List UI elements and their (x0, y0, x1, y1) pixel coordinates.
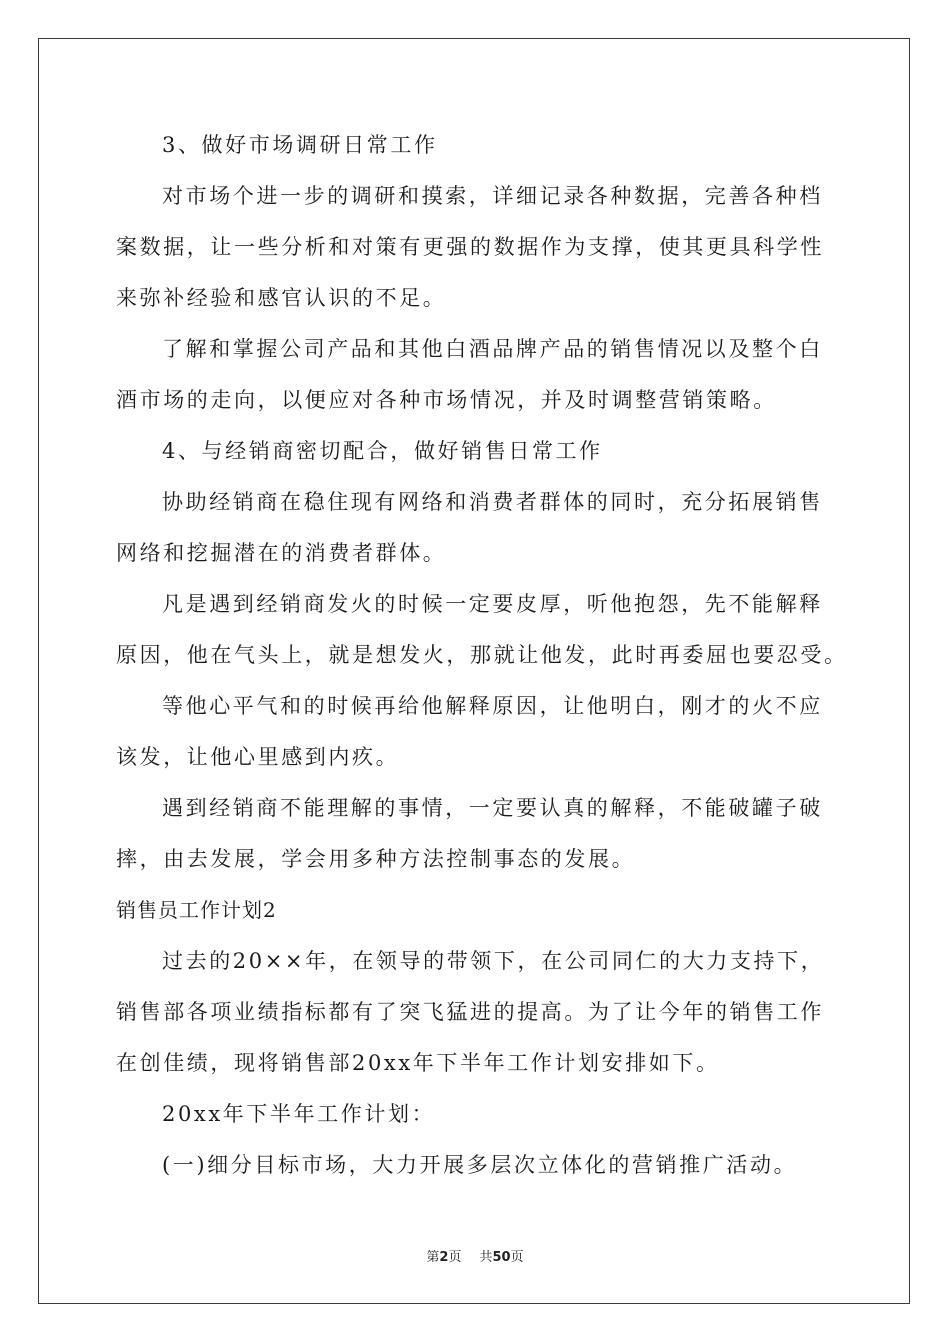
document-title: 销售员工作计划2 (116, 898, 277, 922)
paragraph-line: 网络和挖掘潜在的消费者群体。 (116, 541, 447, 565)
section-heading: (一)细分目标市场，大力开展多层次立体化的营销推广活动。 (162, 1153, 798, 1177)
document-body (116, 120, 848, 1191)
paragraph-line: 摔，由去发展，学会用多种方法控制事态的发展。 (116, 847, 636, 871)
page-suffix: 页 (448, 1250, 462, 1265)
paragraph-line: 原因，他在气头上，就是想发火，那就让他发，此时再委屈也要忍受。 (116, 643, 848, 667)
page-footer (0, 1246, 950, 1265)
paragraph-line: 等他心平气和的时候再给他解释原因，让他明白，刚才的火不应 (162, 694, 823, 718)
paragraph-line: 该发，让他心里感到内疚。 (116, 745, 400, 769)
paragraph-line: 对市场个进一步的调研和摸索，详细记录各种数据，完善各种档 (162, 184, 823, 208)
page-number: 2 (439, 1250, 449, 1265)
paragraph-line: 来弥补经验和感官认识的不足。 (116, 286, 447, 310)
total-prefix: 共 (479, 1250, 493, 1265)
section-heading: 20xx年下半年工作计划： (162, 1102, 436, 1126)
paragraph-line: 了解和掌握公司产品和其他白酒品牌产品的销售情况以及整个白 (162, 337, 823, 361)
page-prefix: 第 (426, 1250, 440, 1265)
paragraph-line: 凡是遇到经销商发火的时候一定要皮厚，听他抱怨，先不能解释 (162, 592, 823, 616)
paragraph-line: 遇到经销商不能理解的事情，一定要认真的解释，不能破罐子破 (162, 796, 823, 820)
paragraph-line: 在创佳绩，现将销售部20xx年下半年工作计划安排如下。 (116, 1051, 720, 1075)
total-pages: 50 (492, 1250, 511, 1265)
paragraph-line: 销售部各项业绩指标都有了突飞猛进的提高。为了让今年的销售工作 (116, 1000, 824, 1024)
paragraph-line: 协助经销商在稳住现有网络和消费者群体的同时，充分拓展销售 (162, 490, 823, 514)
paragraph-line: 过去的20××年，在领导的带领下，在公司同仁的大力支持下， (162, 949, 825, 973)
section-heading: 3、做好市场调研日常工作 (162, 133, 438, 157)
section-heading: 4、与经销商密切配合，做好销售日常工作 (162, 439, 603, 463)
paragraph-line: 案数据，让一些分析和对策有更强的数据作为支撑，使其更具科学性 (116, 235, 824, 259)
total-suffix: 页 (510, 1250, 524, 1265)
paragraph-line: 酒市场的走向，以便应对各种市场情况，并及时调整营销策略。 (116, 388, 777, 412)
